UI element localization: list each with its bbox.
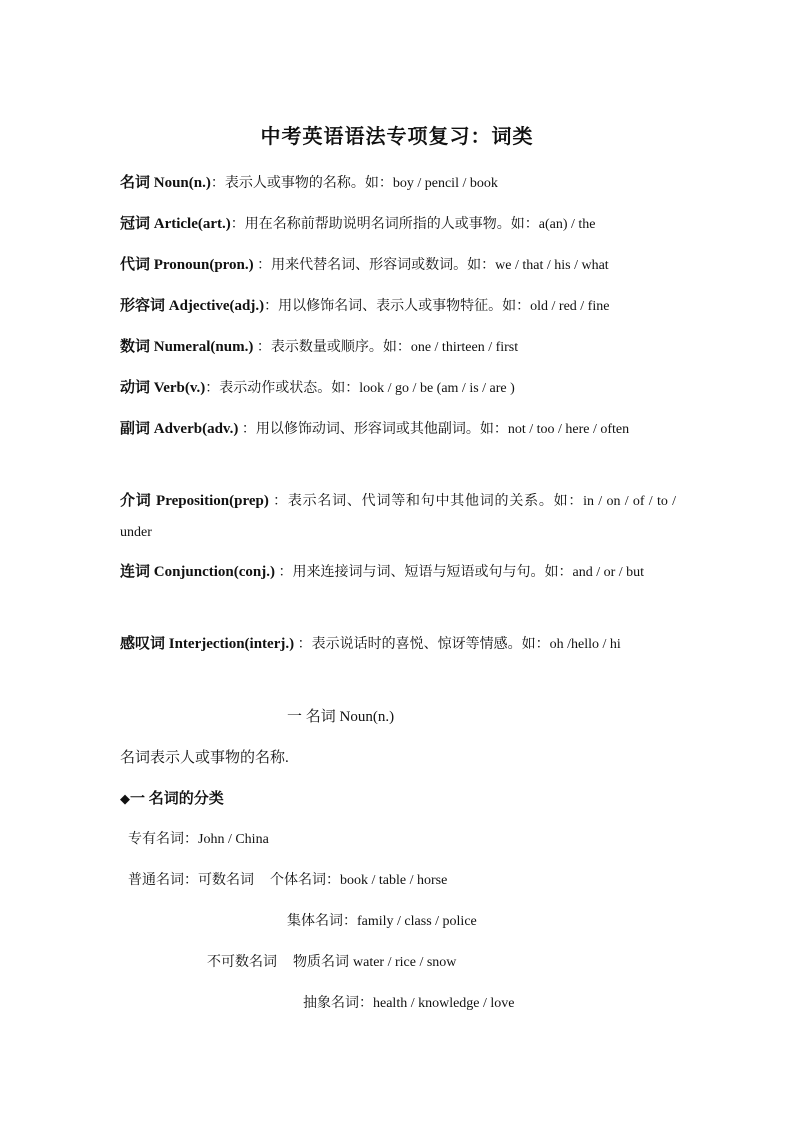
- entry-desc: ：用以修饰名词、表示人或事物特征。如：old / red / fine: [264, 299, 610, 314]
- individual-noun-label: 个体名词：: [270, 873, 340, 888]
- entry-pronoun: [120, 250, 676, 281]
- entry-term: 数词 Numeral(num.): [120, 339, 254, 355]
- entry-term: 名词 Noun(n.): [120, 175, 211, 191]
- entry-term: 副词 Adverb(adv.): [120, 421, 239, 437]
- common-noun-label: 普通名词：: [128, 873, 198, 888]
- abstract-noun-label: 抽象名词：: [303, 996, 373, 1011]
- entry-desc: ：表示说话时的喜悦、惊讶等情感。如：oh /hello / hi: [294, 637, 621, 652]
- entry-article: [120, 209, 676, 240]
- abstract-noun-examples: health / knowledge / love: [373, 996, 515, 1011]
- entry-term: 冠词 Article(art.): [120, 216, 231, 232]
- subheading: [120, 786, 224, 812]
- entry-term: 代词 Pronoun(pron.): [120, 257, 254, 273]
- proper-noun-row: [128, 827, 269, 853]
- entry-desc: ：表示名词、代词等和句中其他词的关系。如：in / on / of / to / under: [120, 494, 677, 540]
- collective-noun-examples: family / class / police: [357, 914, 477, 929]
- subheading-text: 一 名词的分类: [130, 791, 224, 807]
- entry-term: 感叹词 Interjection(interj.): [120, 636, 295, 652]
- entry-desc: ：用以修饰动词、形容词或其他副词。如：not / too / here / often: [238, 422, 630, 437]
- entry-desc: ：用在名称前帮助说明名词所指的人或事物。如：a(an) / the: [230, 217, 596, 232]
- entry-desc: ：表示人或事物的名称。如：boy / pencil / book: [210, 176, 498, 191]
- entry-preposition: [120, 486, 676, 548]
- section-intro: 名词表示人或事物的名称.: [120, 750, 289, 766]
- entry-adverb: [120, 414, 676, 445]
- abstract-noun-row: [303, 991, 515, 1017]
- entry-noun: [120, 168, 676, 199]
- collective-noun-label: 集体名词：: [287, 914, 357, 929]
- entry-conjunction: [120, 557, 676, 588]
- section-heading: 一 名词 Noun(n.): [287, 709, 395, 725]
- entry-term: 形容词 Adjective(adj.): [120, 298, 265, 314]
- entry-verb: [120, 373, 676, 404]
- collective-noun-row: [287, 909, 477, 935]
- common-noun-row: [128, 868, 447, 894]
- uncountable-noun-row: [207, 950, 456, 976]
- entry-numeral: [120, 332, 676, 363]
- proper-noun-label: 专有名词：: [128, 832, 198, 847]
- entry-desc: ：用来代替名词、形容词或数词。如：we / that / his / what: [253, 258, 609, 273]
- entry-desc: ：用来连接词与词、短语与短语或句与句。如：and / or / but: [275, 565, 645, 580]
- entry-desc: ：表示动作或状态。如：look / go / be (am / is / are ): [205, 381, 515, 396]
- entry-interjection: [120, 629, 676, 660]
- entry-term: 介词 Preposition(prep): [120, 493, 269, 509]
- document-title: 中考英语语法专项复习：词类: [260, 126, 534, 148]
- countable-noun-label: 可数名词: [198, 873, 254, 888]
- uncountable-noun-label: 不可数名词: [207, 955, 277, 970]
- entry-adjective: [120, 291, 676, 322]
- individual-noun-examples: book / table / horse: [340, 873, 448, 888]
- diamond-bullet-icon: ◆: [120, 791, 130, 806]
- entry-term: 连词 Conjunction(conj.): [120, 564, 276, 580]
- material-noun-label: 物质名词: [293, 955, 349, 970]
- entry-term: 动词 Verb(v.): [120, 380, 206, 396]
- proper-noun-examples: John / China: [198, 832, 269, 847]
- material-noun-examples: water / rice / snow: [353, 955, 457, 970]
- entry-desc: ：表示数量或顺序。如：one / thirteen / first: [253, 340, 519, 355]
